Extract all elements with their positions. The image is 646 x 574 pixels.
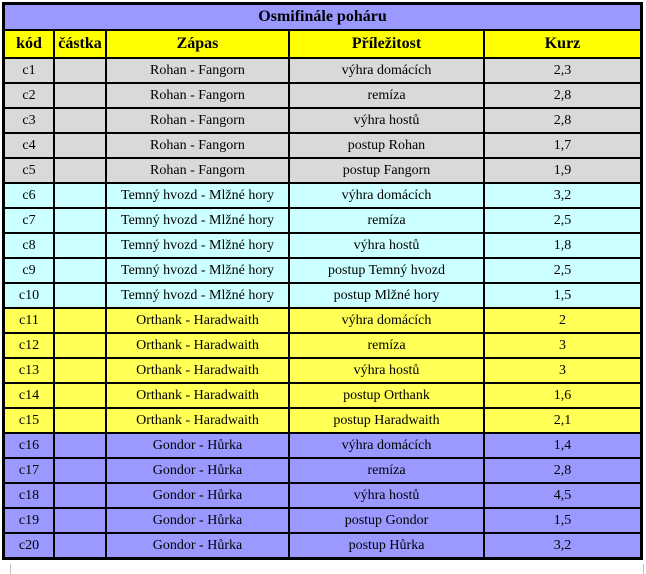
cell-code: c8 [4,233,54,258]
col-header-opportunity: Příležitost [289,30,484,58]
cell-amount [54,308,106,333]
cell-odds: 2,8 [484,458,641,483]
cell-odds: 2,5 [484,258,641,283]
cell-code: c2 [4,83,54,108]
table-body [4,58,641,558]
cell-code: c18 [4,483,54,508]
cell-match: Orthank - Haradwaith [106,408,289,433]
cell-amount [54,258,106,283]
cell-opportunity: postup Hůrka [289,533,484,558]
cell-amount [54,283,106,308]
cell-match: Orthank - Haradwaith [106,383,289,408]
table-row [4,333,641,358]
cell-code: c11 [4,308,54,333]
cell-opportunity: postup Gondor [289,508,484,533]
table-row [4,233,641,258]
cell-odds: 1,5 [484,508,641,533]
table-title: Osmifinále poháru [4,4,641,30]
table-row [4,108,641,133]
cell-match: Rohan - Fangorn [106,58,289,83]
cell-code: c12 [4,333,54,358]
cell-opportunity: výhra domácích [289,183,484,208]
cell-match: Gondor - Hůrka [106,458,289,483]
cell-odds: 2 [484,308,641,333]
table-row [4,508,641,533]
cell-odds: 1,7 [484,133,641,158]
cell-amount [54,333,106,358]
table-row [4,58,641,83]
cell-amount [54,108,106,133]
cell-match: Temný hvozd - Mlžné hory [106,208,289,233]
table-row [4,208,641,233]
cell-match: Orthank - Haradwaith [106,358,289,383]
cell-opportunity: výhra domácích [289,308,484,333]
cell-code: c5 [4,158,54,183]
table-row [4,183,641,208]
table-row [4,283,641,308]
col-header-amount: částka [54,30,106,58]
cell-opportunity: remíza [289,83,484,108]
cell-odds: 2,3 [484,58,641,83]
cell-odds: 1,8 [484,233,641,258]
cell-code: c6 [4,183,54,208]
cell-code: c20 [4,533,54,558]
cell-odds: 1,5 [484,283,641,308]
cell-opportunity: postup Orthank [289,383,484,408]
cell-amount [54,408,106,433]
cell-opportunity: postup Rohan [289,133,484,158]
cell-opportunity: výhra hostů [289,108,484,133]
table-row [4,433,641,458]
cell-odds: 1,9 [484,158,641,183]
cell-odds: 2,1 [484,408,641,433]
cell-opportunity: remíza [289,458,484,483]
cell-opportunity: postup Fangorn [289,158,484,183]
cell-amount [54,233,106,258]
cell-match: Temný hvozd - Mlžné hory [106,258,289,283]
table-header-row [4,30,641,58]
table-row [4,358,641,383]
table-row [4,133,641,158]
cell-code: c17 [4,458,54,483]
cell-match: Temný hvozd - Mlžné hory [106,183,289,208]
cell-match: Rohan - Fangorn [106,158,289,183]
col-header-code: kód [4,30,54,58]
cell-amount [54,383,106,408]
cell-amount [54,533,106,558]
col-header-odds: Kurz [484,30,641,58]
cell-match: Temný hvozd - Mlžné hory [106,283,289,308]
cell-odds: 2,8 [484,108,641,133]
cell-amount [54,83,106,108]
cell-match: Orthank - Haradwaith [106,308,289,333]
table-row [4,158,641,183]
cell-match: Gondor - Hůrka [106,533,289,558]
cell-code: c16 [4,433,54,458]
cell-amount [54,358,106,383]
table-row [4,408,641,433]
col-header-match: Zápas [106,30,289,58]
cell-odds: 3 [484,358,641,383]
table-row [4,308,641,333]
cell-amount [54,508,106,533]
table-row [4,83,641,108]
cell-odds: 2,5 [484,208,641,233]
cell-code: c4 [4,133,54,158]
cell-opportunity: výhra hostů [289,233,484,258]
cell-match: Rohan - Fangorn [106,83,289,108]
table-row [4,383,641,408]
cell-match: Rohan - Fangorn [106,133,289,158]
cell-odds: 1,4 [484,433,641,458]
cell-amount [54,208,106,233]
cell-odds: 3 [484,333,641,358]
cell-opportunity: postup Temný hvozd [289,258,484,283]
cell-match: Gondor - Hůrka [106,483,289,508]
cell-match: Rohan - Fangorn [106,108,289,133]
table-title-row [4,4,641,30]
table-row [4,258,641,283]
cell-code: c1 [4,58,54,83]
betting-table [2,2,643,560]
cell-opportunity: výhra hostů [289,358,484,383]
table-row [4,483,641,508]
cell-code: c10 [4,283,54,308]
cell-amount [54,433,106,458]
cell-opportunity: postup Haradwaith [289,408,484,433]
cell-match: Orthank - Haradwaith [106,333,289,358]
cell-opportunity: postup Mlžné hory [289,283,484,308]
cell-code: c15 [4,408,54,433]
cell-opportunity: výhra hostů [289,483,484,508]
cell-odds: 3,2 [484,533,641,558]
cell-code: c19 [4,508,54,533]
cell-code: c3 [4,108,54,133]
cell-amount [54,133,106,158]
cell-match: Gondor - Hůrka [106,433,289,458]
cell-amount [54,183,106,208]
cell-amount [54,483,106,508]
cell-opportunity: výhra domácích [289,58,484,83]
cell-code: c14 [4,383,54,408]
cell-odds: 1,6 [484,383,641,408]
cell-odds: 3,2 [484,183,641,208]
cell-code: c13 [4,358,54,383]
cell-amount [54,158,106,183]
cell-amount [54,458,106,483]
cell-match: Gondor - Hůrka [106,508,289,533]
table-row [4,458,641,483]
cell-code: c7 [4,208,54,233]
cell-match: Temný hvozd - Mlžné hory [106,233,289,258]
cell-code: c9 [4,258,54,283]
cell-odds: 2,8 [484,83,641,108]
page-fragment-line-right [643,564,644,574]
cell-opportunity: remíza [289,333,484,358]
cell-opportunity: remíza [289,208,484,233]
page-fragment-line-left [10,564,11,574]
cell-amount [54,58,106,83]
cell-opportunity: výhra domácích [289,433,484,458]
cell-odds: 4,5 [484,483,641,508]
table-row [4,533,641,558]
